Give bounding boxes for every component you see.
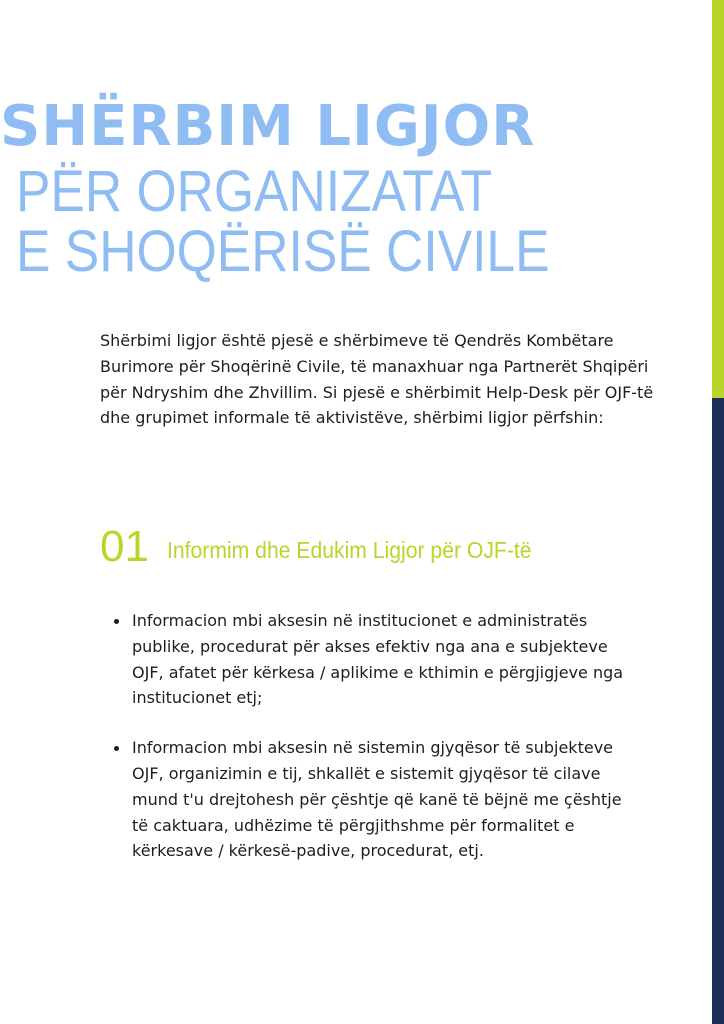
page-subtitle <box>16 159 550 284</box>
page-title: SHËRBIM LIGJOR <box>0 94 536 159</box>
list-item <box>112 735 640 864</box>
list-item <box>112 608 640 711</box>
section-title: Informim dhe Edukim Ligjor për OJF-të <box>166 537 532 563</box>
bullet-list <box>112 608 640 888</box>
subtitle-line-2: E SHOQËRISË CIVILE <box>16 219 550 284</box>
subtitle-line-1: PËR ORGANIZATAT <box>16 159 493 224</box>
section-number: 01 <box>100 522 149 571</box>
side-accent-bar-green <box>712 0 724 398</box>
side-accent-bar-navy <box>712 398 724 1024</box>
list-item-text: Informacion mbi aksesin në institucionet e administratës publike, procedurat për akses efektiv nga ana e subjekteve OJF, afatet për kërkesa / aplikime e kthimin e përgjigjeve nga institucionet etj; <box>132 611 624 708</box>
intro-paragraph: Shërbimi ligjor është pjesë e shërbimeve të Qendrës Kombëtare Burimore për Shoqërinë Civile, të manaxhuar nga Partnerët Shqipëri për Ndryshim dhe Zhvillim. Si pjesë e shërbimit Help-Desk për OJF-të dhe grupimet informale të aktivistëve, shërbimi ligjor përfshin: <box>100 331 654 428</box>
section-heading <box>100 522 563 570</box>
bullet-icon <box>114 746 119 751</box>
bullet-icon <box>114 619 119 624</box>
list-item-text: Informacion mbi aksesin në sistemin gjyqësor të subjekteve OJF, organizimin e tij, shkallët e sistemit gjyqësor të cilave mund t'u drejtohesh për çështje që kanë të bëjnë me çështje të caktuara, udhëzime të përgjithshme për formalitet e kërkesave / kërkesë-padive, procedurat, etj. <box>132 738 622 861</box>
